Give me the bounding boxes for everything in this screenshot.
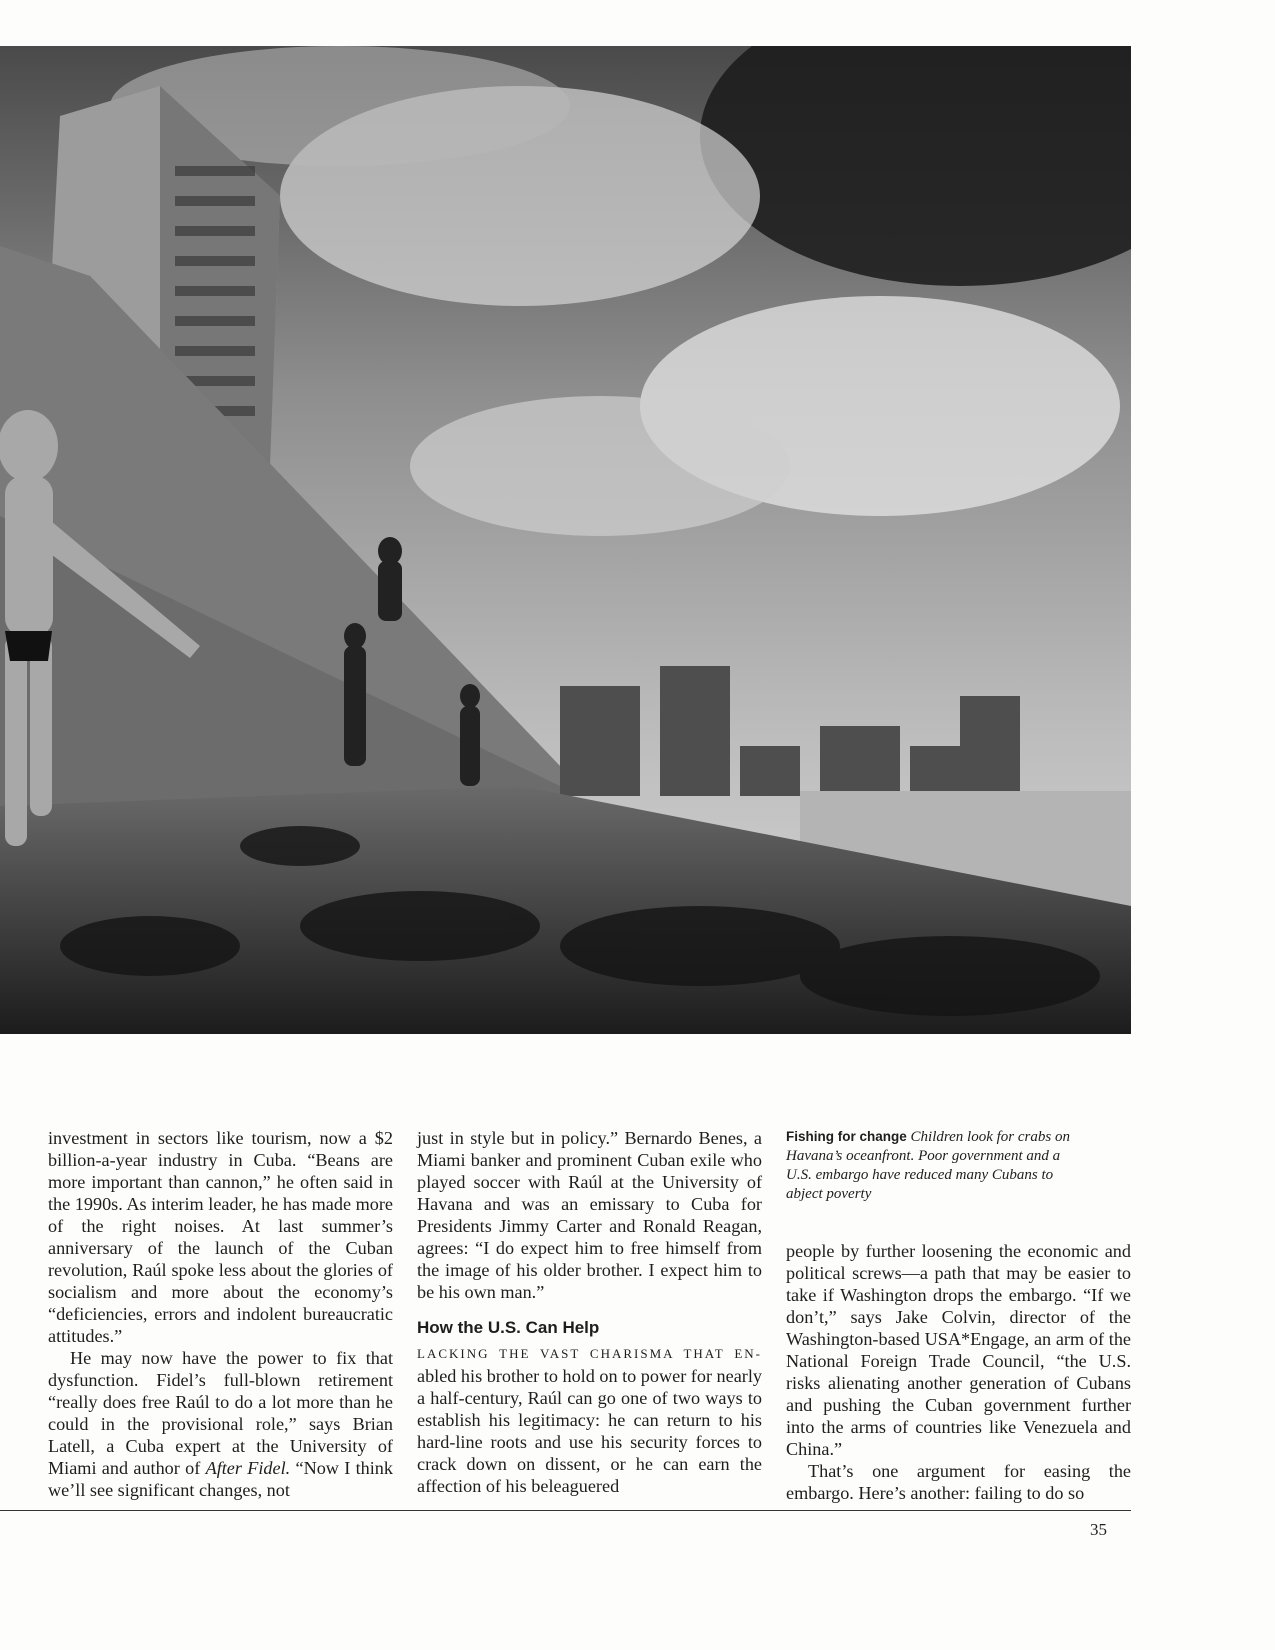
caption-lead: Fishing for change	[786, 1129, 907, 1144]
col1-p2-end: “Now I think we’ll see significant changes, not	[48, 1458, 393, 1500]
column-2	[417, 1127, 762, 1497]
footer-rule	[0, 1510, 1131, 1511]
photo-illustration	[0, 46, 1131, 1034]
col1-paragraph-1: investment in sectors like tourism, now a $2 billion-a-year industry in Cuba. “Beans are more important than cannon,” he often said in the 1990s. As interim leader, he has made more of the right noises. At last summer’s anniversary of the launch of the Cuban revolution, Raúl spoke less about the glories of socialism and more about the economy’s “deficiencies, errors and indolent bureaucratic attitudes.”	[48, 1128, 393, 1346]
column-3	[786, 1240, 1131, 1504]
col1-paragraph-2	[48, 1347, 393, 1501]
col3-paragraph-1: people by further loosening the economic and political screws—a path that may be easier to take if Washington drops the embargo. “If we don’t,” says Jake Colvin, director of the Washington-based USA*Engage, an arm of the National Foreign Trade Council, “the U.S. risks alienating another generation of Cubans and pushing the Cuban government further into the arms of countries like Venezuela and China.”	[786, 1241, 1131, 1459]
col2-paragraph-1: just in style but in policy.” Bernardo Benes, a Miami banker and prominent Cuban exile who played soccer with Raúl at the University of Havana and was an emissary to Cuba for Presidents Jimmy Carter and Ronald Reagan, agrees: “I do expect him to free himself from the image of his older brother. I expect him to be his own man.”	[417, 1128, 762, 1302]
page-number: 35	[1090, 1520, 1107, 1539]
lead-in-caps: LACKING THE VAST CHARISMA THAT EN-	[417, 1346, 762, 1361]
photo-caption	[786, 1127, 1086, 1204]
column-1	[48, 1127, 393, 1501]
col2-paragraph-2	[417, 1341, 762, 1497]
photo-havana-oceanfront	[0, 46, 1131, 1034]
col2-p2-rest: abled his brother to hold on to power for nearly a half-century, Raúl can go one of two ways to establish his legitimacy: he can return to his hard-line roots and use his security forces to crack down on dissent, or he can earn the affection of his beleaguered	[417, 1366, 762, 1496]
section-subhead: How the U.S. Can Help	[417, 1318, 600, 1337]
caption-body: Children look for crabs on Havana’s oceanfront. Poor government and a U.S. embargo have reduced many Cubans to abject poverty	[786, 1129, 1070, 1202]
col1-p2-start: He may now have the power to fix that dysfunction. Fidel’s full-blown retirement “really does free Raúl to do a lot more than he could in the provisional role,” says Brian Latell, a Cuba expert at the University of Miami and author of	[48, 1348, 393, 1478]
col3-paragraph-2: That’s one argument for easing the embargo. Here’s another: failing to do so	[786, 1461, 1131, 1503]
book-title: After Fidel.	[205, 1458, 291, 1478]
